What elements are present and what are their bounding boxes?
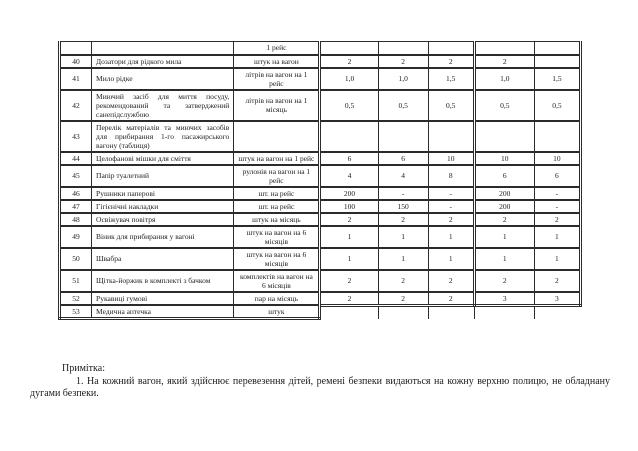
value-cell: 1	[534, 248, 580, 270]
table-row	[60, 187, 581, 200]
value-cell: 10	[534, 152, 580, 165]
unit-cell: літрів на вагон на 1 місяць	[234, 90, 320, 121]
value-cell	[474, 121, 534, 152]
value-cell: 1,0	[378, 68, 428, 90]
value-cell: 2	[534, 213, 580, 226]
value-cell: 0,5	[428, 90, 474, 121]
item-name-cell: Рукавиці гумові	[92, 292, 234, 306]
row-number-cell: 45	[60, 165, 92, 187]
value-cell: 3	[474, 292, 534, 306]
unit-cell: рулонів на вагон на 1 рейс	[234, 165, 320, 187]
value-cell: 1	[320, 248, 378, 270]
value-cell: -	[428, 200, 474, 213]
table-row	[60, 90, 581, 121]
value-cell: 2	[320, 270, 378, 292]
value-cell: 200	[474, 187, 534, 200]
unit-cell	[234, 121, 320, 152]
note-text: 1. На кожний вагон, який здійснює перевезення дітей, ремені безпеки видаються на кожну верхню полицю, не обладнану дугами безпеки.	[30, 375, 610, 399]
value-cell: 6	[534, 165, 580, 187]
value-cell: 0,5	[474, 90, 534, 121]
value-cell: 1	[378, 226, 428, 248]
item-name-cell: Гігієнічні накладки	[92, 200, 234, 213]
value-cell: 2	[320, 55, 378, 68]
unit-cell: комплектів на вагон на 6 місяців	[234, 270, 320, 292]
item-name-cell: Щітка-йоржик в комплекті з бачком	[92, 270, 234, 292]
value-cell: -	[378, 187, 428, 200]
table-row	[60, 152, 581, 165]
unit-cell: літрів на вагон на 1 рейс	[234, 68, 320, 90]
table-row	[60, 165, 581, 187]
value-cell	[320, 305, 378, 319]
value-cell: 2	[474, 213, 534, 226]
row-number-cell: 48	[60, 213, 92, 226]
row-number-cell: 40	[60, 55, 92, 68]
value-cell: 100	[320, 200, 378, 213]
row-number-cell: 50	[60, 248, 92, 270]
table-row	[60, 55, 581, 68]
item-name-cell: Миючий засіб для миття посуду, рекомендований та затверджений санепідслужбою	[92, 90, 234, 121]
value-cell: 2	[320, 292, 378, 306]
value-cell	[378, 42, 428, 55]
unit-cell: штук на вагон на 6 місяців	[234, 248, 320, 270]
value-cell	[474, 305, 534, 319]
item-name-cell: Швабра	[92, 248, 234, 270]
table-row	[60, 292, 581, 306]
value-cell: 2	[474, 55, 534, 68]
row-number-cell: 43	[60, 121, 92, 152]
row-number-cell: 49	[60, 226, 92, 248]
value-cell: 8	[428, 165, 474, 187]
table-row	[60, 248, 581, 270]
unit-cell: шт. на рейс	[234, 187, 320, 200]
item-name-cell: Медична аптечка	[92, 305, 234, 319]
table-row	[60, 270, 581, 292]
value-cell	[320, 42, 378, 55]
unit-cell: шт. на рейс	[234, 200, 320, 213]
value-cell: 1	[474, 226, 534, 248]
value-cell: 1,5	[428, 68, 474, 90]
value-cell	[378, 305, 428, 319]
value-cell: 2	[474, 270, 534, 292]
unit-cell: штук на місяць	[234, 213, 320, 226]
value-cell: 2	[320, 213, 378, 226]
value-cell: 0,5	[378, 90, 428, 121]
row-number-cell: 46	[60, 187, 92, 200]
value-cell: 150	[378, 200, 428, 213]
unit-cell: штук	[234, 305, 320, 319]
unit-cell: штук на вагон	[234, 55, 320, 68]
value-cell	[378, 121, 428, 152]
row-number-cell: 47	[60, 200, 92, 213]
value-cell: 200	[320, 187, 378, 200]
unit-cell: пар на місяць	[234, 292, 320, 306]
item-name-cell: Мило рідке	[92, 68, 234, 90]
value-cell: -	[534, 200, 580, 213]
value-cell: 200	[474, 200, 534, 213]
table-row	[60, 42, 581, 55]
value-cell: 1	[428, 226, 474, 248]
value-cell	[534, 55, 580, 68]
item-name-cell: Папір туалетний	[92, 165, 234, 187]
value-cell: 1	[320, 226, 378, 248]
value-cell: 4	[378, 165, 428, 187]
note-label: Примітка:	[62, 363, 105, 374]
value-cell: 1	[378, 248, 428, 270]
row-number-cell: 42	[60, 90, 92, 121]
value-cell: 3	[534, 292, 580, 306]
table-body	[60, 42, 581, 319]
table-row	[60, 213, 581, 226]
item-name-cell: Целофанові мішки для сміття	[92, 152, 234, 165]
value-cell: -	[534, 187, 580, 200]
value-cell: 1,0	[320, 68, 378, 90]
value-cell: 2	[428, 213, 474, 226]
value-cell: 4	[320, 165, 378, 187]
table-row	[60, 305, 581, 319]
item-name-cell: Освіжувач повітря	[92, 213, 234, 226]
value-cell: 2	[378, 292, 428, 306]
value-cell: 10	[428, 152, 474, 165]
table-row	[60, 121, 581, 152]
value-cell	[428, 305, 474, 319]
table-row	[60, 226, 581, 248]
value-cell: 2	[428, 55, 474, 68]
value-cell: 2	[428, 292, 474, 306]
value-cell: 1,5	[534, 68, 580, 90]
value-cell: 6	[320, 152, 378, 165]
row-number-cell: 41	[60, 68, 92, 90]
supplies-table	[58, 41, 582, 320]
note-section	[30, 363, 610, 401]
value-cell: 6	[474, 165, 534, 187]
value-cell	[428, 42, 474, 55]
value-cell: 6	[378, 152, 428, 165]
value-cell: 0,5	[534, 90, 580, 121]
row-number-cell	[60, 42, 92, 55]
row-number-cell: 51	[60, 270, 92, 292]
item-name-cell: Рушники паперові	[92, 187, 234, 200]
value-cell: 1	[474, 248, 534, 270]
value-cell	[534, 42, 580, 55]
unit-cell: штук на вагон на 6 місяців	[234, 226, 320, 248]
value-cell: 1	[534, 226, 580, 248]
row-number-cell: 52	[60, 292, 92, 306]
value-cell	[534, 305, 580, 319]
value-cell	[428, 121, 474, 152]
value-cell: 0,5	[320, 90, 378, 121]
value-cell: 1,0	[474, 68, 534, 90]
table-row	[60, 68, 581, 90]
table-row	[60, 200, 581, 213]
value-cell	[320, 121, 378, 152]
row-number-cell: 53	[60, 305, 92, 319]
value-cell: 1	[428, 248, 474, 270]
row-number-cell: 44	[60, 152, 92, 165]
unit-cell: штук на вагон на 1 рейс	[234, 152, 320, 165]
value-cell: -	[428, 187, 474, 200]
item-name-cell: Перелік матеріалів та миючих засобів для прибирання 1-го пасажирського вагону (таблиця)	[92, 121, 234, 152]
value-cell: 10	[474, 152, 534, 165]
unit-cell: 1 рейс	[234, 42, 320, 55]
value-cell: 2	[428, 270, 474, 292]
value-cell: 2	[378, 213, 428, 226]
value-cell: 2	[378, 270, 428, 292]
item-name-cell	[92, 42, 234, 55]
value-cell	[534, 121, 580, 152]
item-name-cell: Дозатори для рідкого мила	[92, 55, 234, 68]
value-cell	[474, 42, 534, 55]
value-cell: 2	[378, 55, 428, 68]
value-cell: 2	[534, 270, 580, 292]
item-name-cell: Віник для прибирання у вагоні	[92, 226, 234, 248]
